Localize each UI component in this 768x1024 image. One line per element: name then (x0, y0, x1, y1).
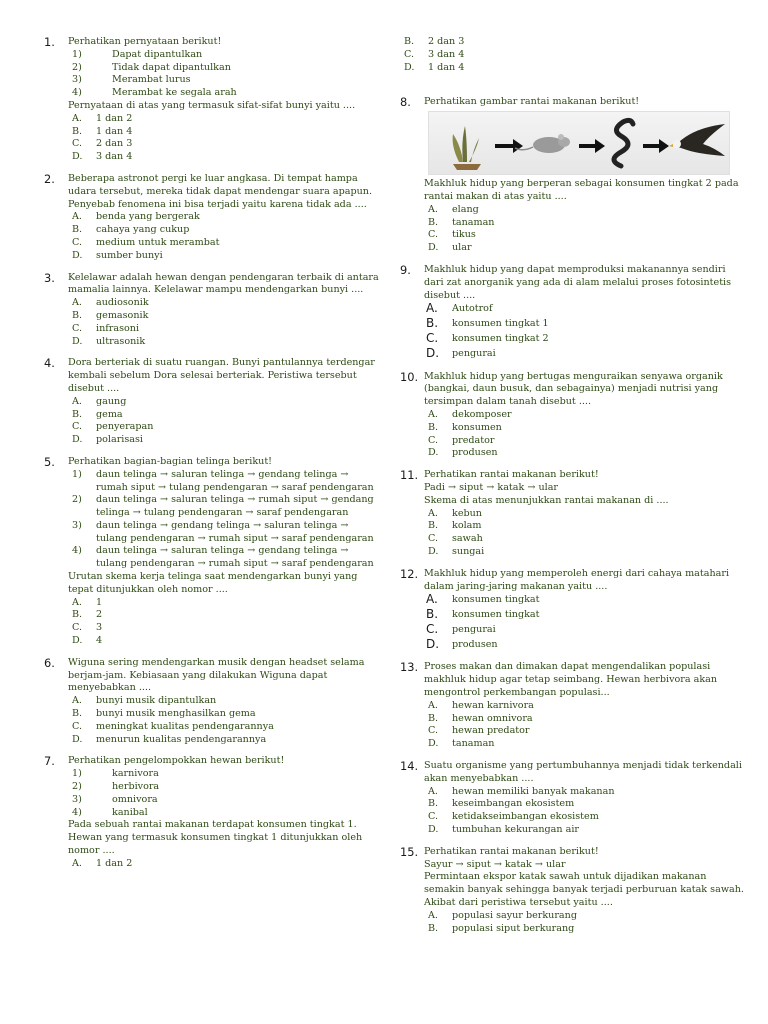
answer-options (424, 593, 745, 652)
answer-options (68, 695, 382, 746)
question-text: Suatu organisme yang pertumbuhannya menjadi tidak terkendali akan menyebabkan .... (424, 760, 742, 784)
option-label: A. (426, 301, 438, 316)
option-label: C. (426, 330, 439, 345)
option-text: konsumen tingkat (452, 609, 540, 621)
option-text: 3 (96, 622, 103, 634)
option-label: A. (72, 297, 82, 309)
statement-item (68, 62, 382, 75)
option-label: D. (428, 447, 439, 459)
option-label: C. (428, 725, 439, 737)
option-label: C. (72, 622, 83, 634)
question-number: 12. (400, 566, 419, 581)
statement-label: 2) (72, 781, 82, 793)
question-5 (44, 456, 382, 648)
question-number: 14. (400, 759, 419, 774)
option-label: B. (428, 421, 439, 433)
option-label: C. (428, 434, 439, 446)
answer-option-a[interactable] (424, 302, 745, 317)
option-text: pengurai (452, 623, 496, 635)
eagle-icon (669, 124, 725, 156)
option-text: 2 (96, 609, 103, 621)
answer-option-a[interactable] (424, 786, 745, 799)
statement-list (68, 768, 382, 819)
option-text: konsumen tingkat (452, 594, 540, 606)
option-text: populasi siput berkurang (452, 922, 575, 934)
arrow-right-icon (579, 139, 605, 153)
answer-options (424, 910, 745, 936)
answer-option-d[interactable] (400, 62, 745, 75)
statement-label: 2) (72, 61, 82, 73)
question-text: Dora berteriak di suatu ruangan. Bunyi pantulannya terdengar kembali sebelum Dora selesai berteriak. Peristiwa tersebut disebut .... (68, 357, 375, 394)
answer-option-b[interactable] (68, 708, 382, 721)
option-label: A. (72, 395, 82, 407)
option-text: konsumen tingkat 1 (452, 318, 549, 330)
answer-option-b[interactable] (424, 798, 745, 811)
option-label: D. (428, 824, 439, 836)
option-text: benda yang bergerak (96, 211, 200, 223)
answer-option-b[interactable] (68, 224, 382, 237)
statement-text: kanibal (112, 806, 148, 818)
question-text: Perhatikan rantai makanan berikut! (424, 845, 599, 857)
statement-label: 3) (72, 519, 82, 531)
option-text: kolam (452, 520, 482, 532)
option-label: D. (428, 545, 439, 557)
question-number: 13. (400, 660, 419, 675)
option-text: ular (452, 242, 472, 254)
option-label: B. (428, 520, 439, 532)
question-prompt: Permintaan ekspor katak sawah untuk dijadikan makanan semakin banyak sehingga banyak terjadi perburuan katak sawah. Akibat dari peristiwa tersebut yaitu .... (424, 871, 744, 909)
option-text: 2 dan 3 (428, 36, 465, 47)
right-column (400, 36, 745, 944)
option-text: ultrasonik (96, 335, 146, 347)
answer-options (68, 396, 382, 447)
statement-label: 4) (72, 545, 82, 557)
question-number: 15. (400, 844, 419, 859)
question-10 (400, 371, 745, 461)
option-label: C. (428, 811, 439, 823)
option-text: polarisasi (96, 434, 143, 446)
answer-option-c[interactable] (424, 725, 745, 738)
option-label: D. (426, 345, 440, 360)
option-text: 3 dan 4 (428, 48, 465, 60)
answer-option-b[interactable] (400, 36, 745, 49)
option-label: B. (72, 224, 83, 236)
question-prompt: Pernyataan di atas yang termasuk sifat-sifat bunyi yaitu .... (68, 99, 356, 111)
answer-options (68, 297, 382, 348)
option-label: A. (72, 112, 82, 124)
question-text: Kelelawar adalah hewan dengan pendengaran terbaik di antara mamalia lainnya. Kelelawar mampu mendengarkan bunyi .... (68, 271, 379, 296)
answer-option-a[interactable] (68, 211, 382, 224)
question-prompt: Skema di atas menunjukkan rantai makanan di .... (424, 494, 669, 506)
option-text: tumbuhan kekurangan air (452, 824, 580, 836)
option-label: D. (404, 61, 415, 73)
answer-option-b[interactable] (424, 520, 745, 533)
option-text: 2 dan 3 (96, 138, 133, 150)
answer-option-c[interactable] (424, 435, 745, 448)
option-label: C. (72, 720, 83, 732)
option-label: B. (426, 607, 439, 622)
option-text: hewan memiliki banyak makanan (452, 785, 615, 797)
question-text: Perhatikan pengelompokkan hewan berikut! (68, 755, 285, 767)
option-label: D. (72, 733, 83, 745)
question-13 (400, 661, 745, 751)
option-text: sawah (452, 533, 483, 545)
answer-option-c[interactable] (424, 533, 745, 546)
option-text: kebun (452, 507, 482, 519)
answer-option-c[interactable] (68, 237, 382, 250)
option-label: C. (72, 236, 83, 248)
question-text: Makhluk hidup yang memperoleh energi dari cahaya matahari dalam jaring-jaring makanan yaitu .... (424, 567, 730, 592)
answer-option-c[interactable] (68, 721, 382, 734)
answer-option-c[interactable] (68, 138, 382, 151)
option-text: tanaman (452, 738, 495, 750)
question-text: Makhluk hidup yang dapat memproduksi makanannya sendiri dari zat anorganik yang ada di alam melalui proses fotosintetis disebut .... (424, 263, 732, 301)
question-text: Proses makan dan dimakan dapat mengendalikan populasi makhluk hidup agar tetap seimbang. Hewan herbivora akan mengontrol perkembangan populasi... (424, 661, 718, 699)
answer-option-d[interactable] (424, 546, 745, 559)
answer-option-a[interactable] (68, 858, 382, 871)
option-text: penyerapan (96, 421, 154, 433)
option-text: gemasonik (96, 309, 149, 321)
question-number: 9. (400, 262, 411, 277)
option-text: produsen (452, 638, 498, 650)
statement-text: karnivora (112, 768, 159, 780)
option-label: A. (72, 596, 82, 608)
option-label: A. (428, 785, 438, 797)
option-text: cahaya yang cukup (96, 224, 190, 236)
option-label: C. (72, 138, 83, 150)
answer-option-d[interactable] (68, 336, 382, 349)
answer-option-c[interactable] (424, 811, 745, 824)
option-label: B. (72, 408, 83, 420)
question-8 (400, 96, 745, 255)
option-text: gema (96, 408, 123, 420)
answer-options (68, 211, 382, 262)
question-number: 2. (44, 171, 55, 186)
snake-icon (614, 121, 633, 167)
statement-text: Dapat dipantulkan (112, 48, 203, 60)
answer-option-a[interactable] (424, 700, 745, 713)
answer-option-b[interactable] (68, 310, 382, 323)
option-text: meningkat kualitas pendengarannya (96, 720, 274, 732)
question-number: 11. (400, 468, 419, 483)
option-text: konsumen (452, 421, 502, 433)
question-number: 4. (44, 356, 55, 371)
statement-text: daun telinga → saluran telinga → gendang telinga → tulang pendengaran → rumah siput → saraf pendengaran (96, 545, 374, 570)
option-text: tanaman (452, 216, 495, 228)
option-label: A. (428, 507, 438, 519)
statement-item (68, 794, 382, 807)
question-2 (44, 173, 382, 263)
answer-option-b[interactable] (424, 317, 745, 332)
statement-label: 1) (72, 768, 82, 780)
answer-option-b[interactable] (424, 217, 745, 230)
option-text: populasi sayur berkurang (452, 909, 577, 921)
answer-options (424, 409, 745, 460)
option-text: keseimbangan ekosistem (452, 798, 575, 810)
food-chain-image (428, 111, 730, 175)
option-text: 1 dan 2 (96, 112, 133, 124)
question-text: Perhatikan bagian-bagian telinga berikut! (68, 455, 273, 467)
option-label: A. (428, 408, 438, 420)
option-text: gaung (96, 395, 127, 407)
answer-option-a[interactable] (424, 593, 745, 608)
option-label: D. (72, 635, 83, 647)
statement-item (68, 494, 382, 520)
answer-option-c[interactable] (68, 622, 382, 635)
answer-options (424, 302, 745, 361)
question-9 (400, 264, 745, 362)
plant-icon (453, 126, 481, 170)
statement-item (68, 520, 382, 546)
option-label: B. (428, 922, 439, 934)
statement-label: 3) (72, 793, 82, 805)
statement-item (68, 87, 382, 100)
answer-option-b[interactable] (424, 713, 745, 726)
option-label: C. (72, 421, 83, 433)
option-text: produsen (452, 447, 498, 459)
statement-text: daun telinga → gendang telinga → saluran telinga → tulang pendengaran → rumah siput → saraf pendengaran (96, 519, 374, 544)
answer-option-d[interactable] (424, 824, 745, 837)
answer-option-d[interactable] (424, 738, 745, 751)
option-text: dekomposer (452, 408, 512, 420)
option-label: A. (428, 203, 438, 215)
option-label: A. (72, 211, 82, 223)
option-label: B. (428, 798, 439, 810)
option-text: audiosonik (96, 297, 149, 309)
option-text: 1 dan 4 (96, 125, 133, 137)
question-number: 7. (44, 754, 55, 769)
food-chain-scheme: Padi → siput → katak → ular (424, 481, 559, 493)
statement-text: daun telinga → saluran telinga → gendang telinga → rumah siput → tulang pendengaran → saraf pendengaran (96, 468, 374, 493)
answer-option-a[interactable] (424, 204, 745, 217)
answer-option-a[interactable] (68, 695, 382, 708)
answer-option-d[interactable] (68, 734, 382, 747)
statement-item (68, 768, 382, 781)
answer-options (68, 597, 382, 648)
answer-option-a[interactable] (68, 297, 382, 310)
question-text: Perhatikan gambar rantai makanan berikut! (424, 96, 640, 108)
option-label: D. (72, 434, 83, 446)
option-label: B. (404, 36, 415, 47)
option-label: A. (428, 909, 438, 921)
answer-option-b[interactable] (68, 409, 382, 422)
option-label: B. (428, 712, 439, 724)
statement-label: 3) (72, 74, 82, 86)
option-label: A. (426, 592, 438, 607)
answer-option-d[interactable] (424, 447, 745, 460)
arrow-right-icon (495, 139, 523, 153)
option-text: sumber bunyi (96, 249, 163, 261)
question-15 (400, 846, 745, 936)
answer-option-d[interactable] (68, 434, 382, 447)
statement-item (68, 74, 382, 87)
option-label: B. (428, 216, 439, 228)
statement-text: herbivora (112, 781, 160, 793)
answer-option-b[interactable] (68, 126, 382, 139)
answer-option-d[interactable] (68, 635, 382, 648)
statement-text: Tidak dapat dipantulkan (112, 61, 231, 73)
question-text: Beberapa astronot pergi ke luar angkasa. Di tempat hampa udara tersebut, mereka tidak dapat mendengar suara apapun. Penyebab fenomena ini bisa terjadi yaitu karena tidak ada .... (68, 172, 373, 210)
statement-text: Merambat ke segala arah (112, 87, 237, 99)
answer-option-d[interactable] (68, 151, 382, 164)
question-prompt: Urutan skema kerja telinga saat mendengarkan bunyi yang tepat ditunjukkan oleh nomor .... (68, 571, 358, 595)
answer-option-c[interactable] (68, 323, 382, 336)
question-text: Perhatikan rantai makanan berikut! (424, 469, 599, 481)
option-text: hewan predator (452, 725, 530, 737)
answer-option-a[interactable] (424, 910, 745, 923)
answer-option-c[interactable] (400, 49, 745, 62)
option-text: infrasoni (96, 322, 140, 334)
option-text: 3 dan 4 (96, 151, 133, 163)
option-text: predator (452, 434, 495, 446)
question-number: 5. (44, 454, 55, 469)
option-text: hewan karnivora (452, 699, 534, 711)
answer-option-a[interactable] (68, 113, 382, 126)
question-12 (400, 568, 745, 653)
statement-text: daun telinga → saluran telinga → rumah siput → gendang telinga → tulang pendengaran → saraf pendengaran (96, 494, 374, 519)
statement-label: 4) (72, 806, 82, 818)
option-label: A. (72, 695, 82, 707)
option-label: C. (404, 48, 415, 60)
answer-option-b[interactable] (68, 609, 382, 622)
answer-options (424, 786, 745, 837)
statement-item (68, 469, 382, 495)
answer-option-c[interactable] (424, 332, 745, 347)
option-text: ketidakseimbangan ekosistem (452, 811, 599, 823)
option-text: 1 (96, 596, 103, 608)
answer-options (68, 113, 382, 164)
question-1 (44, 36, 382, 164)
option-label: C. (72, 322, 83, 334)
answer-option-d[interactable] (424, 638, 745, 653)
option-label: B. (72, 125, 83, 137)
answer-option-a[interactable] (424, 409, 745, 422)
option-text: 1 dan 2 (96, 857, 133, 869)
question-7 (44, 755, 382, 870)
answer-option-c[interactable] (424, 623, 745, 638)
question-number: 3. (44, 270, 55, 285)
question-4 (44, 357, 382, 447)
statement-label: 1) (72, 48, 82, 60)
option-label: D. (72, 151, 83, 163)
statement-text: Merambat lurus (112, 74, 191, 86)
option-label: B. (72, 309, 83, 321)
answer-options-q7-continued (400, 36, 745, 74)
question-text: Makhluk hidup yang bertugas menguraikan senyawa organik (bangkai, daun busuk, dan sebagainya) menjadi nutrisi yang tersimpan dalam tanah disebut .... (424, 370, 723, 408)
statement-item (68, 807, 382, 820)
option-label: D. (72, 335, 83, 347)
option-text: 4 (96, 635, 103, 647)
option-text: bunyi musik dipantulkan (96, 695, 217, 707)
question-prompt: Pada sebuah rantai makanan terdapat konsumen tingkat 1. Hewan yang termasuk konsumen tingkat 1 ditunjukkan oleh nomor .... (68, 819, 363, 857)
option-label: B. (426, 316, 439, 331)
question-number: 1. (44, 35, 55, 49)
answer-options (424, 204, 745, 255)
food-chain-illustration (429, 112, 729, 174)
answer-option-d[interactable] (68, 250, 382, 263)
option-text: menurun kualitas pendengarannya (96, 733, 267, 745)
answer-option-a[interactable] (68, 597, 382, 610)
statement-list (68, 49, 382, 100)
option-text: medium untuk merambat (96, 236, 220, 248)
question-6 (44, 657, 382, 747)
answer-options (424, 508, 745, 559)
option-label: D. (428, 738, 439, 750)
food-chain-scheme: Sayur → siput → katak → ular (424, 858, 566, 870)
statement-item (68, 781, 382, 794)
option-text: hewan omnivora (452, 712, 533, 724)
option-text: tikus (452, 229, 476, 241)
answer-option-b[interactable] (424, 608, 745, 623)
answer-options (424, 700, 745, 751)
question-text: Wiguna sering mendengarkan musik dengan headset selama berjam-jam. Kebiasaan yang dilakukan Wiguna dapat menyebabkan .... (68, 656, 365, 694)
statement-text: omnivora (112, 793, 158, 805)
statement-label: 4) (72, 87, 82, 99)
question-number: 10. (400, 369, 419, 384)
rat-icon (515, 134, 570, 153)
left-column (44, 36, 382, 880)
option-label: D. (426, 636, 440, 651)
question-text: Perhatikan pernyataan berikut! (68, 36, 222, 47)
statement-item (68, 545, 382, 571)
answer-option-c[interactable] (68, 421, 382, 434)
question-prompt: Makhluk hidup yang berperan sebagai konsumen tingkat 2 pada rantai makan di atas yaitu .... (424, 178, 739, 202)
option-text: Autotrof (452, 303, 493, 315)
option-label: B. (72, 609, 83, 621)
option-label: C. (428, 229, 439, 241)
question-14 (400, 760, 745, 837)
option-text: konsumen tingkat 2 (452, 332, 549, 344)
answer-option-d[interactable] (424, 242, 745, 255)
answer-option-b[interactable] (424, 923, 745, 936)
option-label: A. (428, 699, 438, 711)
option-text: pengurai (452, 347, 496, 359)
question-3 (44, 272, 382, 349)
answer-option-d[interactable] (424, 347, 745, 362)
statement-label: 2) (72, 494, 82, 506)
option-label: D. (428, 242, 439, 254)
question-number: 6. (44, 655, 55, 670)
option-label: C. (428, 533, 439, 545)
option-label: A. (72, 857, 82, 869)
question-number: 8. (400, 95, 411, 110)
option-text: 1 dan 4 (428, 61, 465, 73)
option-label: B. (72, 708, 83, 720)
statement-list (68, 469, 382, 571)
option-text: sungai (452, 545, 485, 557)
question-11 (400, 469, 745, 559)
answer-options (68, 858, 382, 871)
answer-option-c[interactable] (424, 229, 745, 242)
answer-option-a[interactable] (68, 396, 382, 409)
option-text: bunyi musik menghasilkan gema (96, 708, 256, 720)
option-label: D. (72, 249, 83, 261)
arrow-right-icon (643, 139, 669, 153)
answer-option-b[interactable] (424, 422, 745, 435)
statement-item (68, 49, 382, 62)
option-text: elang (452, 203, 479, 215)
answer-option-a[interactable] (424, 508, 745, 521)
statement-label: 1) (72, 468, 82, 480)
option-label: C. (426, 621, 439, 636)
